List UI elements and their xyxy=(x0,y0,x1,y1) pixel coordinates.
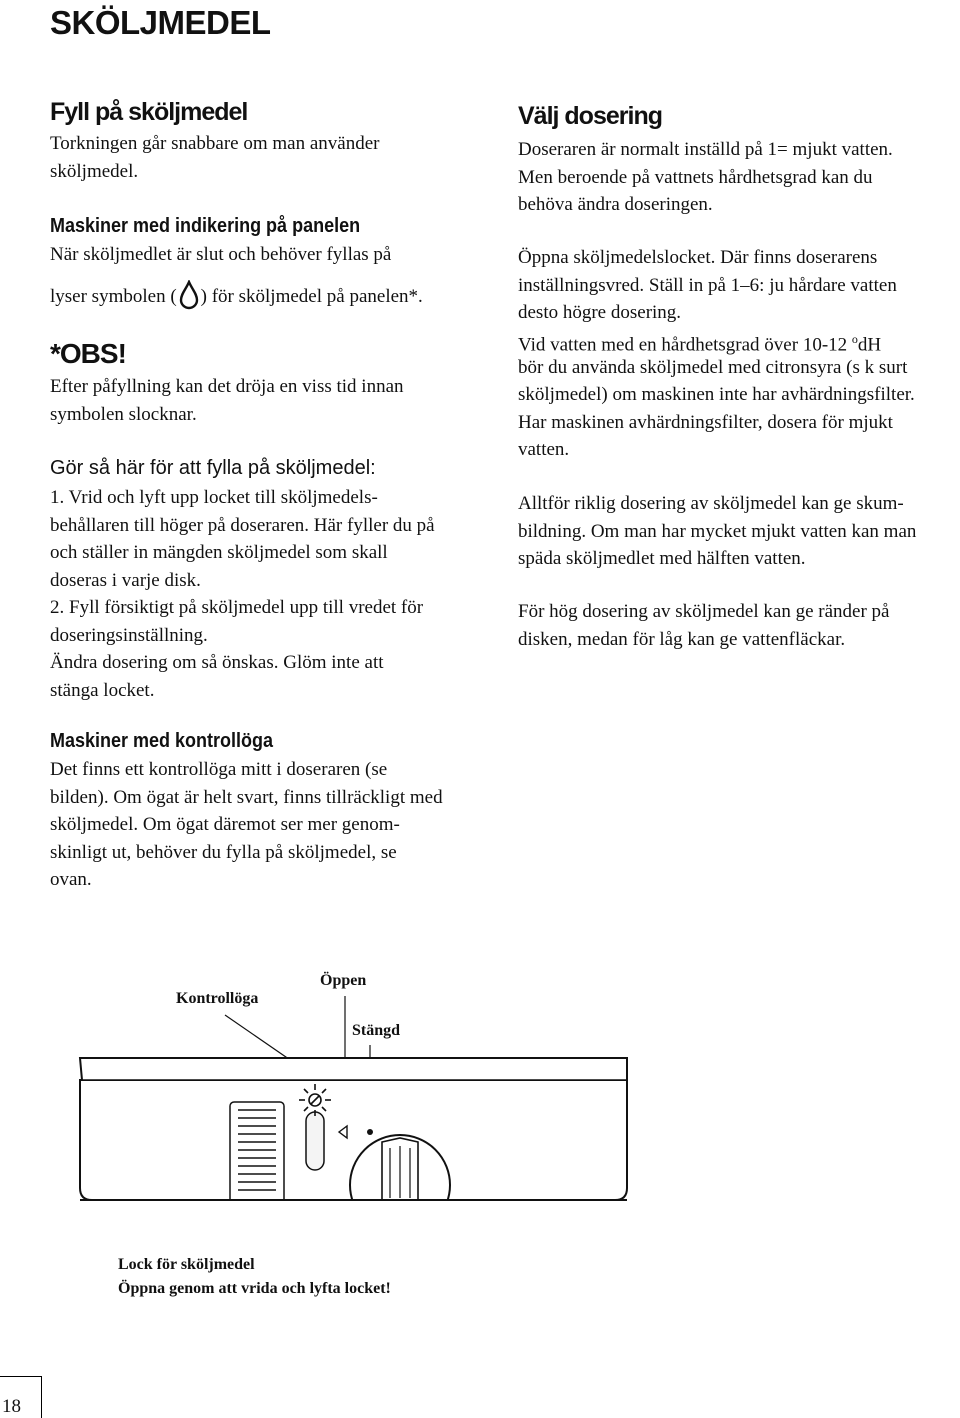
dose-para3 xyxy=(518,326,915,464)
text-line: och ställer in mängden sköljmedel som skall xyxy=(50,542,388,563)
text-line: bör du använda sköljmedel med citronsyra (s k surt xyxy=(518,356,908,378)
text-line: Har maskinen avhärdningsfilter, dosera för mjukt xyxy=(518,411,893,433)
text-line: Doseraren är normalt inställd på 1= mjukt vatten. xyxy=(518,139,893,160)
text-line: doseras i varje disk. xyxy=(50,569,201,591)
dose-heading: Välj dosering xyxy=(518,102,662,130)
panel-text-line2-start: lyser symbolen ( xyxy=(50,286,177,307)
dispenser-illustration xyxy=(60,960,660,1250)
text-line: skinligt ut, behöver du fylla på sköljmedel, se xyxy=(50,841,397,863)
text-line: 2. Fyll försiktigt på sköljmedel upp till vredet för xyxy=(50,597,424,618)
label-closed: Stängd xyxy=(352,1022,401,1039)
text-line: doseringsinställning. xyxy=(50,624,208,646)
panel-text-line2 xyxy=(50,280,423,311)
obs-text xyxy=(50,373,404,428)
text-line: symbolen slocknar. xyxy=(50,403,197,425)
degree-mark: o xyxy=(851,332,858,346)
text-line: disken, medan för låg kan ge vattenfläckar. xyxy=(518,628,846,650)
label-open: Öppen xyxy=(320,972,367,989)
text-line: behållaren till höger på doseraren. Här fyller du på xyxy=(50,514,435,536)
text-line: sköljmedel) om maskinen inte har avhärdningsfilter. xyxy=(518,384,915,405)
hardness-unit: dH xyxy=(857,334,882,356)
text-line: 1. Vrid och lyft upp locket till sköljmedels- xyxy=(50,487,378,508)
text-line: För hög dosering av sköljmedel kan ge ränder på xyxy=(518,601,890,622)
text-line: inställningsvred. Ställ in på 1–6: ju hårdare vatten xyxy=(518,274,897,296)
text-line: ovan. xyxy=(50,869,92,890)
hardness-text: Vid vatten med en hårdhetsgrad över 10-12 xyxy=(518,334,852,356)
dose-para1 xyxy=(518,136,893,219)
text-line: Efter påfyllning kan det dröja en viss tid innan xyxy=(50,376,404,397)
text-line: späda sköljmedlet med hälften vatten. xyxy=(518,548,806,569)
rinse-aid-drop-icon xyxy=(178,280,200,310)
page-number: 18 xyxy=(2,1396,21,1417)
panel-text-line1: När sköljmedlet är slut och behöver fyllas på xyxy=(50,244,392,265)
howto-steps xyxy=(50,484,435,704)
label-control-eye: Kontrollöga xyxy=(176,990,259,1007)
fill-heading: Fyll på sköljmedel xyxy=(50,98,248,126)
text-line: stänga locket. xyxy=(50,679,155,701)
page-title: SKÖLJMEDEL xyxy=(50,4,271,41)
howto-heading: Gör så här för att fylla på sköljmedel: xyxy=(50,457,376,479)
text-line: Torkningen går snabbare om man använder xyxy=(50,133,380,154)
dispenser-top-lip xyxy=(80,1058,627,1080)
text-line: Öppna sköljmedelslocket. Där finns doserarens xyxy=(518,247,878,268)
text-line: sköljmedel. xyxy=(50,160,139,182)
text-line: behöva ändra doseringen. xyxy=(518,194,713,215)
caption-line1: Lock för sköljmedel xyxy=(118,1256,255,1273)
dose-para5 xyxy=(518,598,889,653)
text-line: Men beroende på vattnets hårdhetsgrad kan du xyxy=(518,166,873,188)
eye-text xyxy=(50,756,443,894)
control-eye xyxy=(306,1112,324,1170)
text-line: Det finns ett kontrollöga mitt i doseraren (se xyxy=(50,759,388,780)
panel-heading: Maskiner med indikering på panelen xyxy=(50,215,361,237)
text-line: Ändra dosering om så önskas. Glöm inte att xyxy=(50,652,384,673)
caption-line2: Öppna genom att vrida och lyfta locket! xyxy=(118,1280,391,1297)
text-line xyxy=(518,326,915,354)
panel-text-line2-end: ) för sköljmedel på panelen*. xyxy=(200,286,423,307)
text-line: bilden). Om ögat är helt svart, finns tillräckligt med xyxy=(50,786,443,808)
closed-dot-icon xyxy=(367,1129,373,1135)
obs-heading: *OBS! xyxy=(50,338,126,369)
dose-para4 xyxy=(518,490,916,573)
text-line: sköljmedel. Om ögat däremot ser mer genom- xyxy=(50,814,400,835)
text-line: vatten. xyxy=(518,439,570,460)
eye-heading: Maskiner med kontrollöga xyxy=(50,730,274,752)
dose-para2 xyxy=(518,244,897,327)
fill-text xyxy=(50,130,379,185)
text-line: bildning. Om man har mycket mjukt vatten kan man xyxy=(518,520,917,542)
text-line: desto högre dosering. xyxy=(518,302,682,323)
text-line: Alltför riklig dosering av sköljmedel kan ge skum- xyxy=(518,493,904,514)
